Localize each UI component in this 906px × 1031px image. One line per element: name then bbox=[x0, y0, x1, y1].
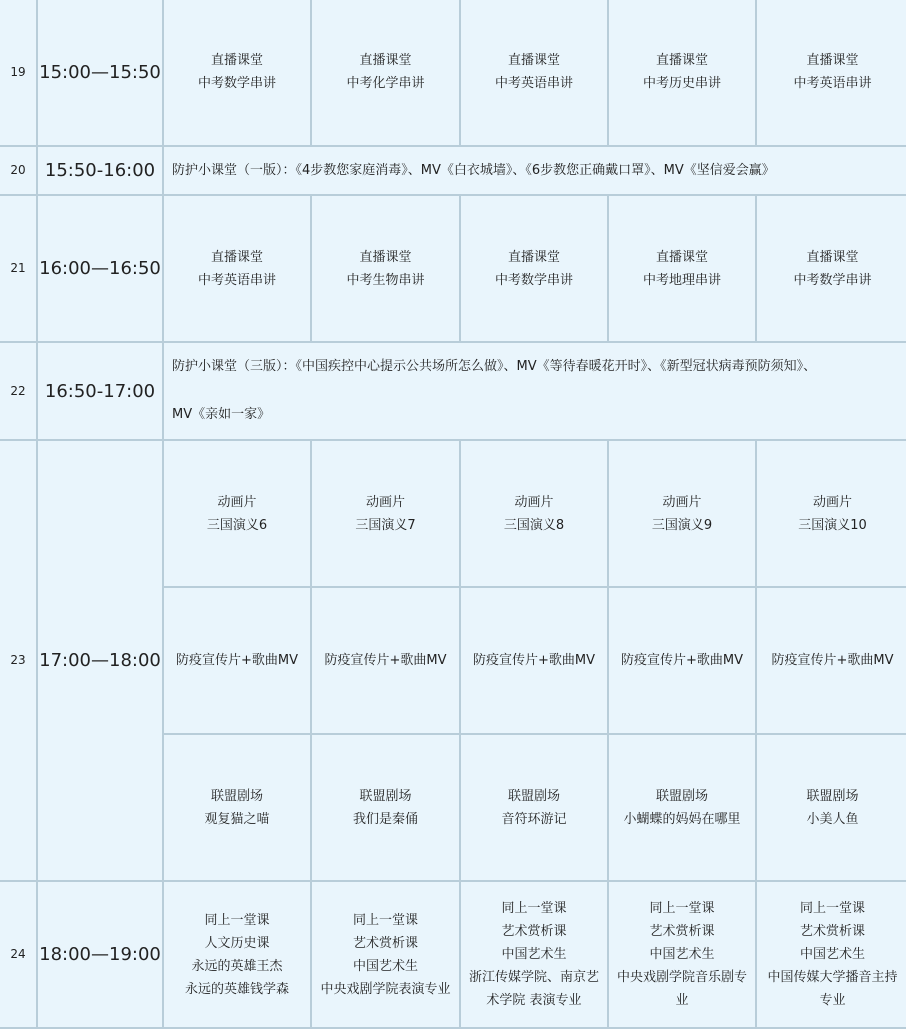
program-cell: 动画片 三国演义6 bbox=[163, 440, 311, 587]
table-row bbox=[0, 0, 906, 146]
program-cell: 同上一堂课 艺术赏析课 中国艺术生 中央戏剧学院音乐剧专 业 bbox=[608, 881, 756, 1028]
row-number: 20 bbox=[0, 146, 37, 195]
program-cell: 直播课堂 中考英语串讲 bbox=[756, 0, 906, 146]
program-cell: 直播课堂 中考化学串讲 bbox=[311, 0, 460, 146]
program-cell: 联盟剧场 观复猫之喵 bbox=[163, 734, 311, 881]
row-number: 23 bbox=[0, 440, 37, 881]
program-cell: 直播课堂 中考生物串讲 bbox=[311, 195, 460, 342]
program-cell: 防疫宣传片+歌曲MV bbox=[756, 587, 906, 734]
program-cell: 同上一堂课 艺术赏析课 中国艺术生 中国传媒大学播音主持 专业 bbox=[756, 881, 906, 1028]
row-number: 22 bbox=[0, 342, 37, 440]
time-slot: 17:00—18:00 bbox=[37, 440, 163, 881]
program-cell-wide: 防护小课堂（一版）：《4步教您家庭消毒》、MV《白衣城墙》、《6步教您正确戴口罩》、MV《坚信爱会赢》 bbox=[163, 146, 906, 195]
program-cell: 动画片 三国演义8 bbox=[460, 440, 608, 587]
program-cell: 直播课堂 中考历史串讲 bbox=[608, 0, 756, 146]
program-cell: 联盟剧场 小蝴蝶的妈妈在哪里 bbox=[608, 734, 756, 881]
program-cell: 防疫宣传片+歌曲MV bbox=[460, 587, 608, 734]
program-cell: 同上一堂课 人文历史课 永远的英雄王杰 永远的英雄钱学森 bbox=[163, 881, 311, 1028]
program-cell-wide: 防护小课堂（三版）：《中国疾控中心提示公共场所怎么做》、MV《等待春暖花开时》、《新型冠状病毒预防须知》、 MV《亲如一家》 bbox=[163, 342, 906, 440]
program-cell: 联盟剧场 我们是秦俑 bbox=[311, 734, 460, 881]
program-cell: 直播课堂 中考数学串讲 bbox=[163, 0, 311, 146]
program-cell: 动画片 三国演义9 bbox=[608, 440, 756, 587]
time-slot: 18:00—19:00 bbox=[37, 881, 163, 1028]
program-cell: 同上一堂课 艺术赏析课 中国艺术生 浙江传媒学院、南京艺 术学院 表演专业 bbox=[460, 881, 608, 1028]
row-number: 19 bbox=[0, 0, 37, 146]
time-slot: 15:50-16:00 bbox=[37, 146, 163, 195]
program-cell: 直播课堂 中考数学串讲 bbox=[756, 195, 906, 342]
program-cell: 直播课堂 中考数学串讲 bbox=[460, 195, 608, 342]
program-cell: 动画片 三国演义7 bbox=[311, 440, 460, 587]
table-row bbox=[0, 146, 906, 195]
program-cell: 防疫宣传片+歌曲MV bbox=[311, 587, 460, 734]
program-cell: 防疫宣传片+歌曲MV bbox=[163, 587, 311, 734]
table-row bbox=[0, 440, 906, 587]
table-row bbox=[0, 342, 906, 440]
time-slot: 15:00—15:50 bbox=[37, 0, 163, 146]
program-cell: 联盟剧场 小美人鱼 bbox=[756, 734, 906, 881]
program-cell: 直播课堂 中考地理串讲 bbox=[608, 195, 756, 342]
time-slot: 16:00—16:50 bbox=[37, 195, 163, 342]
table-row bbox=[0, 195, 906, 342]
program-cell: 直播课堂 中考英语串讲 bbox=[460, 0, 608, 146]
program-cell: 直播课堂 中考英语串讲 bbox=[163, 195, 311, 342]
program-cell: 防疫宣传片+歌曲MV bbox=[608, 587, 756, 734]
row-number: 24 bbox=[0, 881, 37, 1028]
time-slot: 16:50-17:00 bbox=[37, 342, 163, 440]
program-cell: 同上一堂课 艺术赏析课 中国艺术生 中央戏剧学院表演专业 bbox=[311, 881, 460, 1028]
program-cell: 联盟剧场 音符环游记 bbox=[460, 734, 608, 881]
table-row bbox=[0, 881, 906, 1028]
program-cell: 动画片 三国演义10 bbox=[756, 440, 906, 587]
row-number: 21 bbox=[0, 195, 37, 342]
